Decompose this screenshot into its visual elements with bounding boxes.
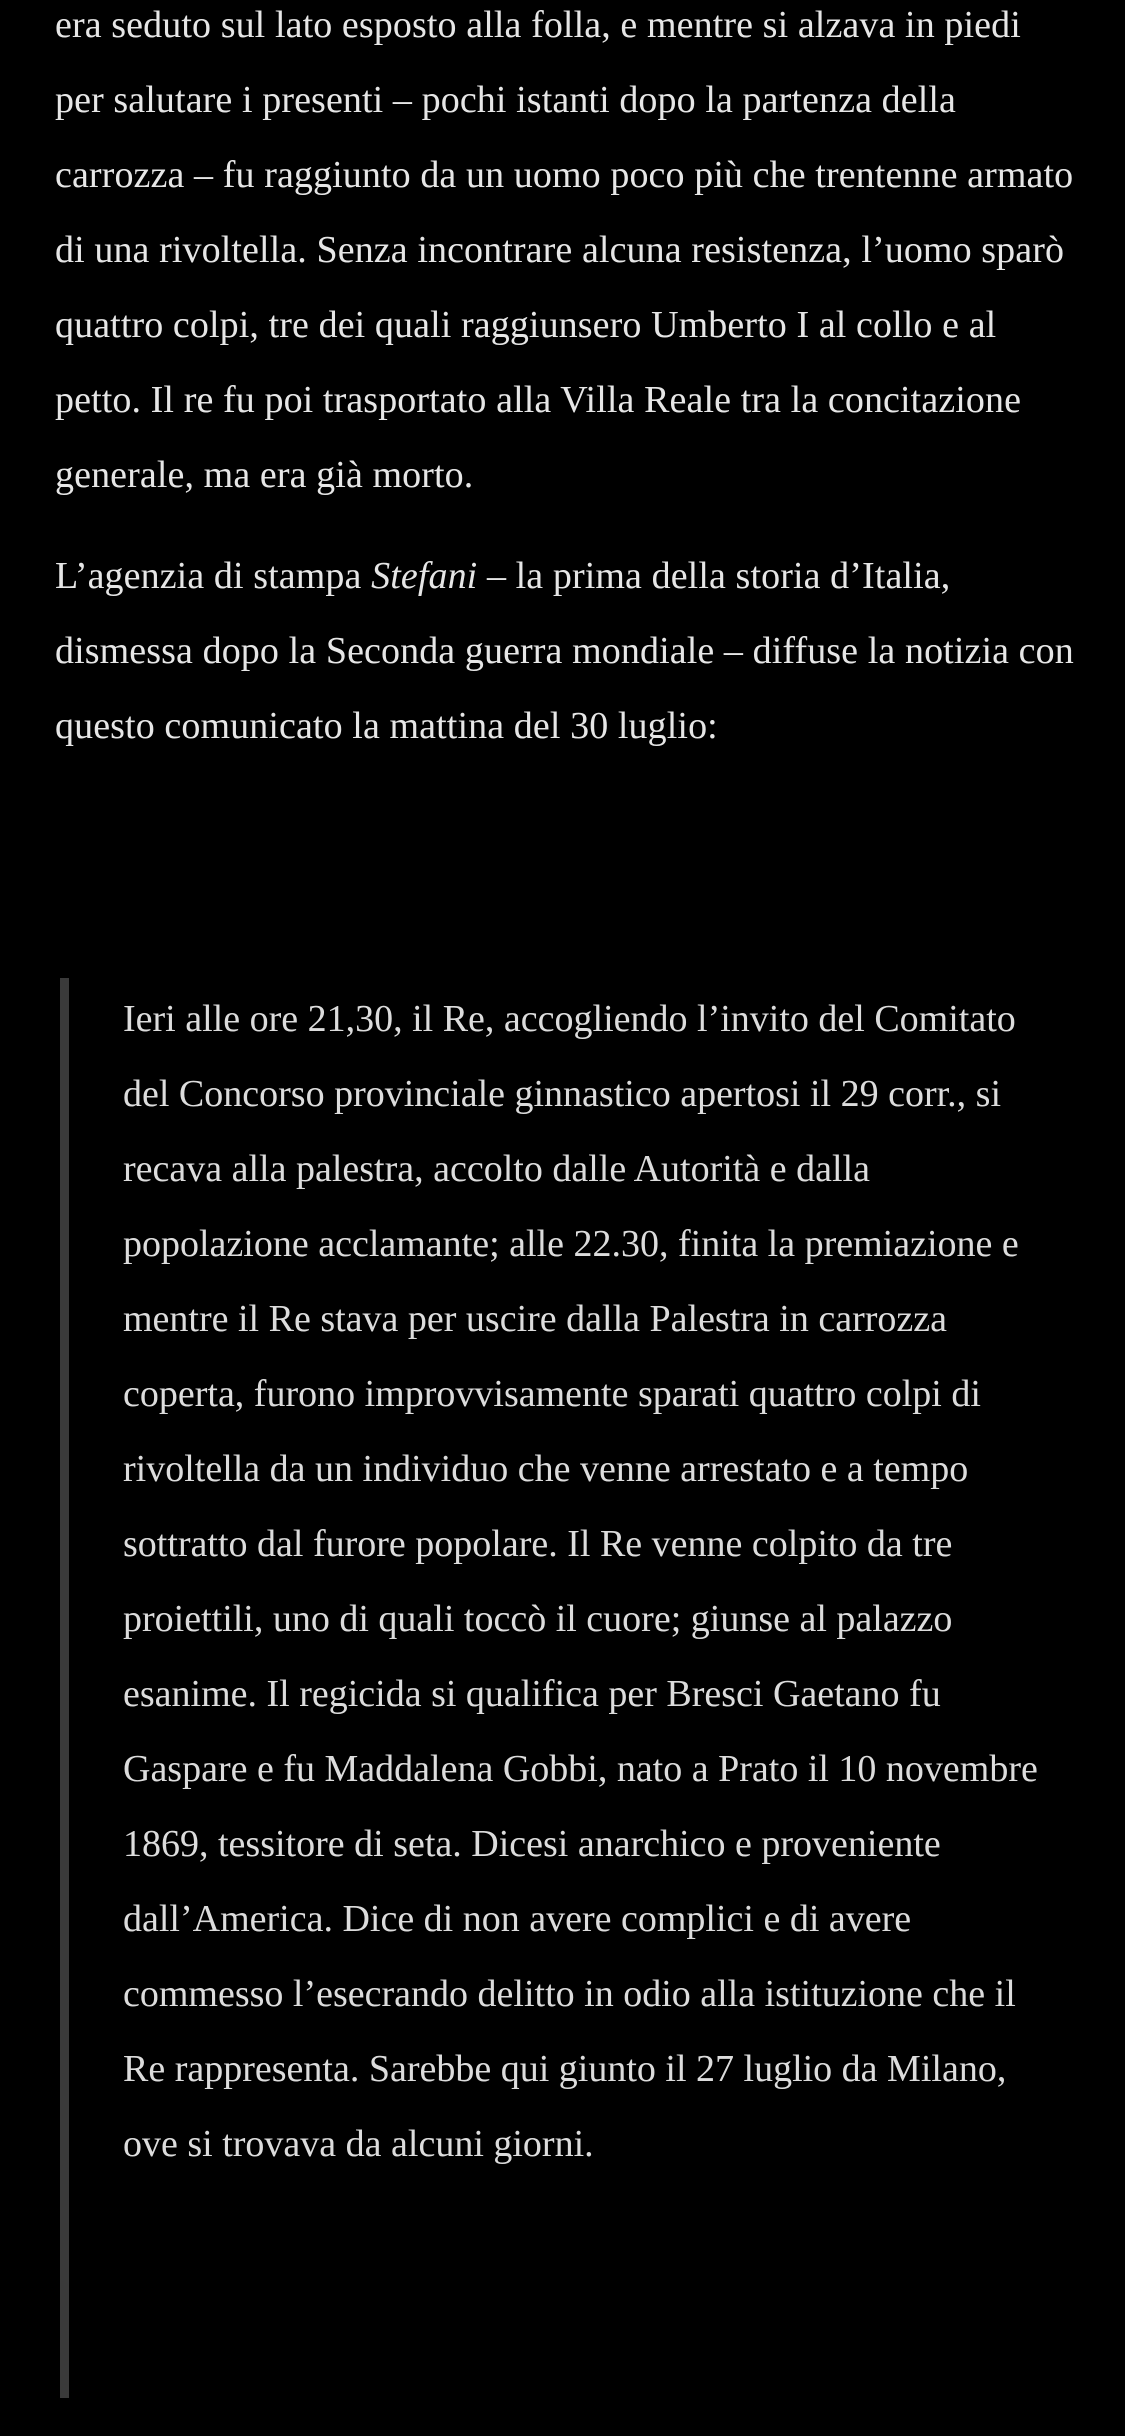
paragraph-text: – la prima della storia d’Italia, dismessa dopo la Seconda guerra mondiale – diffuse la notizia con questo comunicato la mattina del 30 luglio: [55,555,1074,747]
paragraph-text: era seduto sul lato esposto alla folla, e mentre si alzava in piedi per salutare i presenti – pochi istanti dopo la partenza della carrozza – fu raggiunto da un uomo poco più che trentenne armato di una rivoltella. Senza incontrare alcuna resistenza, l’uomo sparò quattro colpi, tre dei quali raggiunsero Umberto I al collo e al petto. Il re fu poi trasportato alla Villa Reale tra la concitazione generale, ma era già morto. [55,4,1074,496]
agency-name: Stefani [371,555,478,597]
paragraph-text: L’agenzia di stampa [55,555,372,597]
blockquote [60,978,1060,2398]
article-paragraph [55,0,1075,513]
article-paragraph [55,539,1075,764]
blockquote-text: Ieri alle ore 21,30, il Re, accogliendo l’invito del Comitato del Concorso provinciale ginnastico apertosi il 29 corr., si recava alla palestra, accolto dalle Autorità e dalla popolazione acclamante; alle 22.30, finita la premiazione e mentre il Re stava per uscire dalla Palestra in carrozza coperta, furono improvvisamente sparati quattro colpi di rivoltella da un individuo che venne arrestato e a tempo sottratto dal furore popolare. Il Re venne colpito da tre proiettili, uno di quali toccò il cuore; giunse al palazzo esanime. Il regicida si qualifica per Bresci Gaetano fu Gaspare e fu Maddalena Gobbi, nato a Prato il 10 novembre 1869, tessitore di seta. Dicesi anarchico e proveniente dall’America. Dice di non avere complici e di avere commesso l’esecrando delitto in odio alla istituzione che il Re rappresenta. Sarebbe qui giunto il 27 luglio da Milano, ove si trovava da alcuni giorni. [123,998,1038,2165]
article-body [55,0,1075,764]
